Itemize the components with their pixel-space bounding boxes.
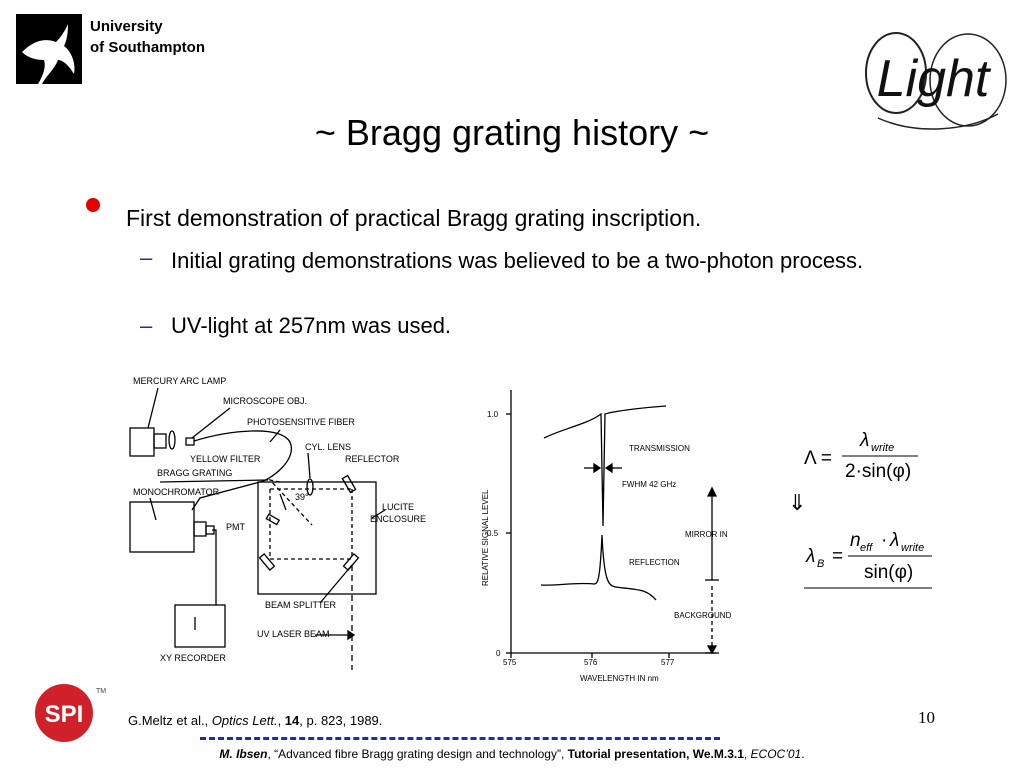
eq2-numerator-n: n bbox=[850, 530, 861, 551]
eq1-lhs: Λ = bbox=[804, 448, 833, 469]
light-logo-text: Light bbox=[876, 50, 990, 108]
annotation-fwhm: FWHM 42 GHz bbox=[622, 480, 677, 489]
spi-logo-tm: TM bbox=[96, 688, 107, 695]
lamp-box bbox=[130, 428, 154, 456]
annotation-background: BACKGROUND bbox=[674, 611, 732, 620]
label-angle: 39° bbox=[295, 492, 309, 502]
citation-rest: , p. 823, 1989. bbox=[299, 713, 383, 728]
y-tick-05: 0.5 bbox=[487, 529, 499, 538]
eq2-numerator-lambda: λ bbox=[890, 530, 900, 551]
equations bbox=[790, 422, 950, 602]
label-bragg-grating: BRAGG GRATING bbox=[157, 468, 233, 478]
label-reflector: REFLECTOR bbox=[345, 454, 400, 464]
eq2-equals: = bbox=[832, 546, 844, 567]
spi-logo bbox=[30, 683, 116, 743]
label-uv-laser-beam: UV LASER BEAM bbox=[257, 629, 330, 639]
y-tick-0: 0 bbox=[496, 649, 501, 658]
university-line-1: University bbox=[90, 18, 163, 35]
label-microscope-obj: MICROSCOPE OBJ. bbox=[223, 396, 308, 406]
eq2-numerator-dot: · bbox=[881, 530, 888, 551]
x-axis-label: WAVELENGTH IN nm bbox=[580, 674, 659, 683]
footer-divider bbox=[200, 737, 720, 740]
spi-logo-text: SPI bbox=[44, 701, 84, 728]
annotation-mirror-in: MIRROR IN bbox=[685, 530, 728, 539]
reflector-bottom bbox=[260, 554, 275, 570]
eq2-lhs-sub: B bbox=[817, 558, 825, 570]
spectrum-plot bbox=[476, 390, 776, 690]
label-xy-recorder: XY RECORDER bbox=[160, 653, 226, 663]
page-number: 10 bbox=[918, 708, 935, 727]
footer-end: . bbox=[801, 747, 805, 761]
sub-bullet-1: Initial grating demonstrations was believed to be a two-photon process. bbox=[171, 248, 864, 273]
eq2-denominator: sin(φ) bbox=[864, 562, 914, 583]
xy-recorder-box bbox=[175, 605, 225, 647]
reflector-top bbox=[342, 476, 355, 493]
eq1-numerator-sub: write bbox=[871, 442, 895, 454]
label-cyl-lens: CYL. LENS bbox=[305, 442, 352, 452]
label-beam-splitter: BEAM SPLITTER bbox=[265, 600, 337, 610]
y-axis-label: RELATIVE SIGNAL LEVEL bbox=[481, 489, 490, 586]
eq2-numerator-n-sub: eff bbox=[860, 542, 873, 554]
footer-title: , “Advanced fibre Bragg grating design and technology”, bbox=[267, 747, 568, 761]
label-mercury-arc-lamp: MERCURY ARC LAMP bbox=[133, 376, 227, 386]
citation-authors: G.Meltz et al., bbox=[128, 713, 212, 728]
sub-bullet-dash-2: – bbox=[140, 313, 153, 338]
citation-sep: , bbox=[277, 713, 285, 728]
sub-bullet-dash-1: – bbox=[140, 245, 153, 270]
label-pmt: PMT bbox=[226, 522, 245, 532]
label-monochromator: MONOCHROMATOR bbox=[133, 487, 220, 497]
label-lucite: LUCITE bbox=[382, 502, 415, 512]
x-tick-576: 576 bbox=[584, 658, 598, 667]
footer-session: Tutorial presentation, We.M.3.1 bbox=[567, 747, 744, 761]
sub-bullet-2: UV-light at 257nm was used. bbox=[171, 313, 452, 338]
footer bbox=[0, 747, 1024, 761]
citation bbox=[128, 713, 382, 728]
footer-conf: ECOC’01 bbox=[750, 747, 802, 761]
eq1-numerator: λ bbox=[860, 430, 870, 451]
annotation-reflection: REFLECTION bbox=[629, 558, 680, 567]
bullet-main: First demonstration of practical Bragg grating inscription. bbox=[126, 205, 702, 231]
university-line-2: of Southampton bbox=[90, 39, 205, 56]
label-enclosure: ENCLOSURE bbox=[370, 514, 427, 524]
footer-sep: , bbox=[743, 747, 751, 761]
citation-volume: 14 bbox=[284, 713, 300, 728]
citation-journal: Optics Lett. bbox=[211, 713, 278, 728]
footer-author: M. Ibsen bbox=[219, 747, 268, 761]
eq2-lhs: λ bbox=[806, 546, 816, 567]
beam-splitter bbox=[344, 554, 359, 570]
setup-diagram bbox=[120, 370, 440, 670]
monochromator-box bbox=[130, 502, 194, 552]
label-yellow-filter: YELLOW FILTER bbox=[190, 454, 261, 464]
implies-arrow: ⇓ bbox=[788, 490, 807, 515]
x-tick-577: 577 bbox=[661, 658, 675, 667]
transmission-curve bbox=[544, 406, 666, 526]
y-tick-1: 1.0 bbox=[487, 410, 499, 419]
label-photosensitive-fiber: PHOTOSENSITIVE FIBER bbox=[247, 417, 355, 427]
slide-title: ~ Bragg grating history ~ bbox=[314, 112, 710, 153]
lucite-enclosure bbox=[258, 482, 376, 594]
university-name bbox=[90, 16, 205, 58]
x-tick-575: 575 bbox=[503, 658, 517, 667]
bullet-dot bbox=[86, 198, 100, 212]
annotation-transmission: TRANSMISSION bbox=[629, 444, 690, 453]
eq1-denominator: 2·sin(φ) bbox=[845, 461, 912, 482]
reflection-curve bbox=[541, 535, 656, 600]
eq2-numerator-lambda-sub: write bbox=[901, 542, 925, 554]
